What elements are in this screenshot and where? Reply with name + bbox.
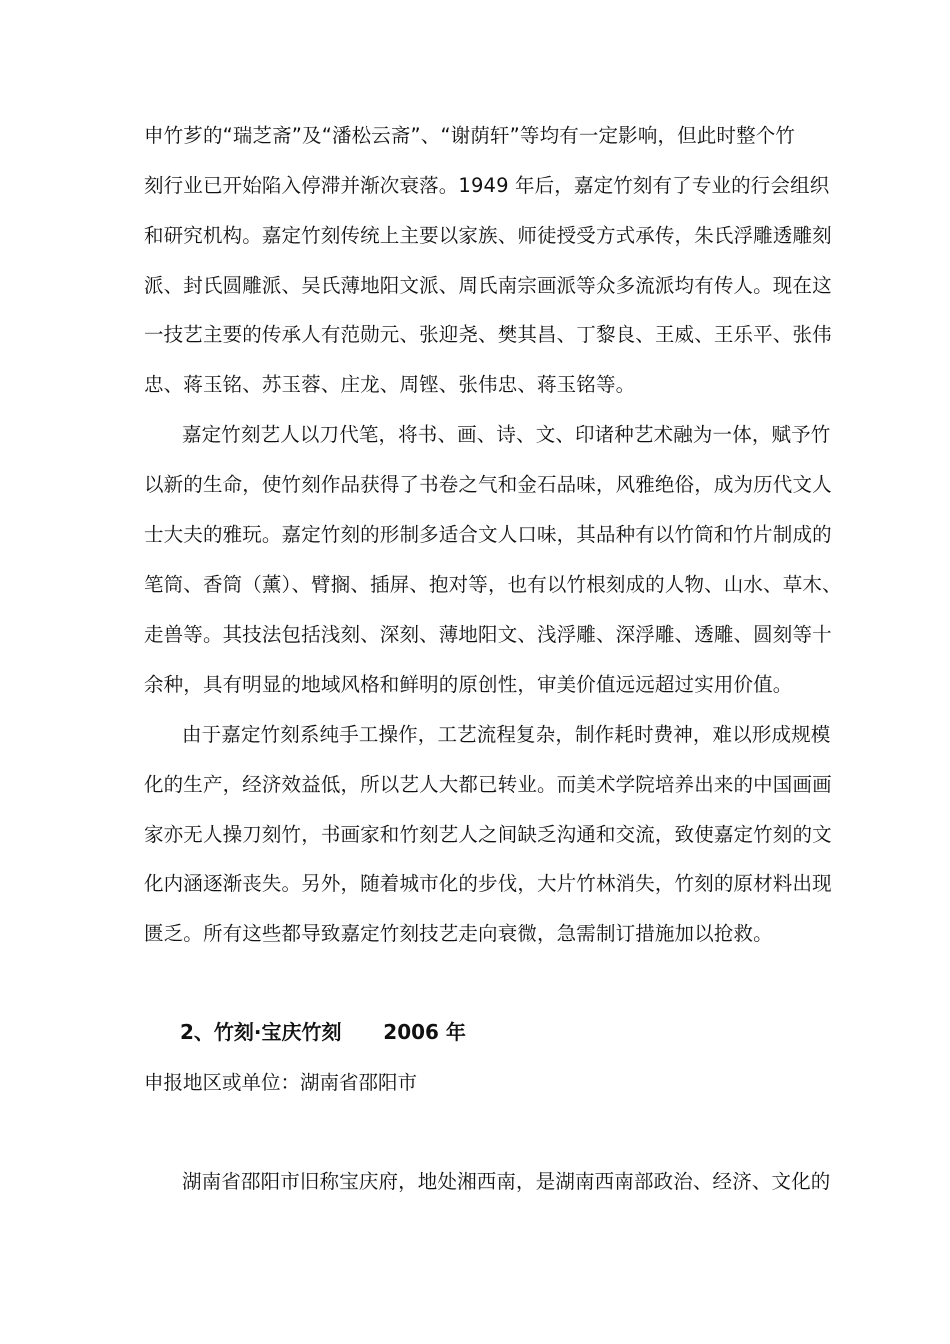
text-line: 申竹芗的“瑞芝斋”及“潘松云斋”、“谢荫轩”等均有一定影响，但此时整个竹 xyxy=(144,124,796,147)
section-heading: 2、竹刻·宝庆竹刻 2006 年 xyxy=(180,1020,466,1044)
text-line: 家亦无人操刀刻竹，书画家和竹刻艺人之间缺乏沟通和交流，致使嘉定竹刻的文 xyxy=(144,823,832,846)
text-line: 一技艺主要的传承人有范勋元、张迎尧、樊其昌、丁黎良、王威、王乐平、张伟 xyxy=(144,323,832,346)
text-line: 派、封氏圆雕派、吴氏薄地阳文派、周氏南宗画派等众多流派均有传人。现在这 xyxy=(144,274,832,297)
text-line: 和研究机构。嘉定竹刻传统上主要以家族、师徒授受方式承传，朱氏浮雕透雕刻 xyxy=(144,224,832,247)
text-line: 以新的生命，使竹刻作品获得了书卷之气和金石品味，风雅绝俗，成为历代文人 xyxy=(144,473,832,496)
text-line: 走兽等。其技法包括浅刻、深刻、薄地阳文、浅浮雕、深浮雕、透雕、圆刻等十 xyxy=(144,623,832,646)
text-line: 湖南省邵阳市旧称宝庆府，地处湘西南，是湖南西南部政治、经济、文化的 xyxy=(182,1170,831,1193)
applicant-line: 申报地区或单位：湖南省邵阳市 xyxy=(144,1071,418,1094)
text-line: 余种，具有明显的地域风格和鲜明的原创性，审美价值远远超过实用价值。 xyxy=(144,673,793,696)
text-line: 化的生产，经济效益低，所以艺人大都已转业。而美术学院培养出来的中国画画 xyxy=(144,773,832,796)
text-line: 由于嘉定竹刻系纯手工操作，工艺流程复杂，制作耗时费神，难以形成规模 xyxy=(182,723,831,746)
text-line: 嘉定竹刻艺人以刀代笔，将书、画、诗、文、印诸种艺术融为一体，赋予竹 xyxy=(182,423,831,446)
text-line: 匮乏。所有这些都导致嘉定竹刻技艺走向衰微，急需制订措施加以抢救。 xyxy=(144,922,773,945)
text-line: 忠、蒋玉铭、苏玉蓉、庄龙、周铿、张伟忠、蒋玉铭等。 xyxy=(144,373,636,396)
text-line: 士大夫的雅玩。嘉定竹刻的形制多适合文人口味，其品种有以竹筒和竹片制成的 xyxy=(144,523,832,546)
text-line: 笔筒、香筒（薰）、臂搁、插屏、抱对等，也有以竹根刻成的人物、山水、草木、 xyxy=(144,573,842,596)
text-line: 刻行业已开始陷入停滞并渐次衰落。1949 年后，嘉定竹刻有了专业的行会组织 xyxy=(144,174,830,197)
text-line: 化内涵逐渐丧失。另外，随着城市化的步伐，大片竹林消失，竹刻的原材料出现 xyxy=(144,872,832,895)
